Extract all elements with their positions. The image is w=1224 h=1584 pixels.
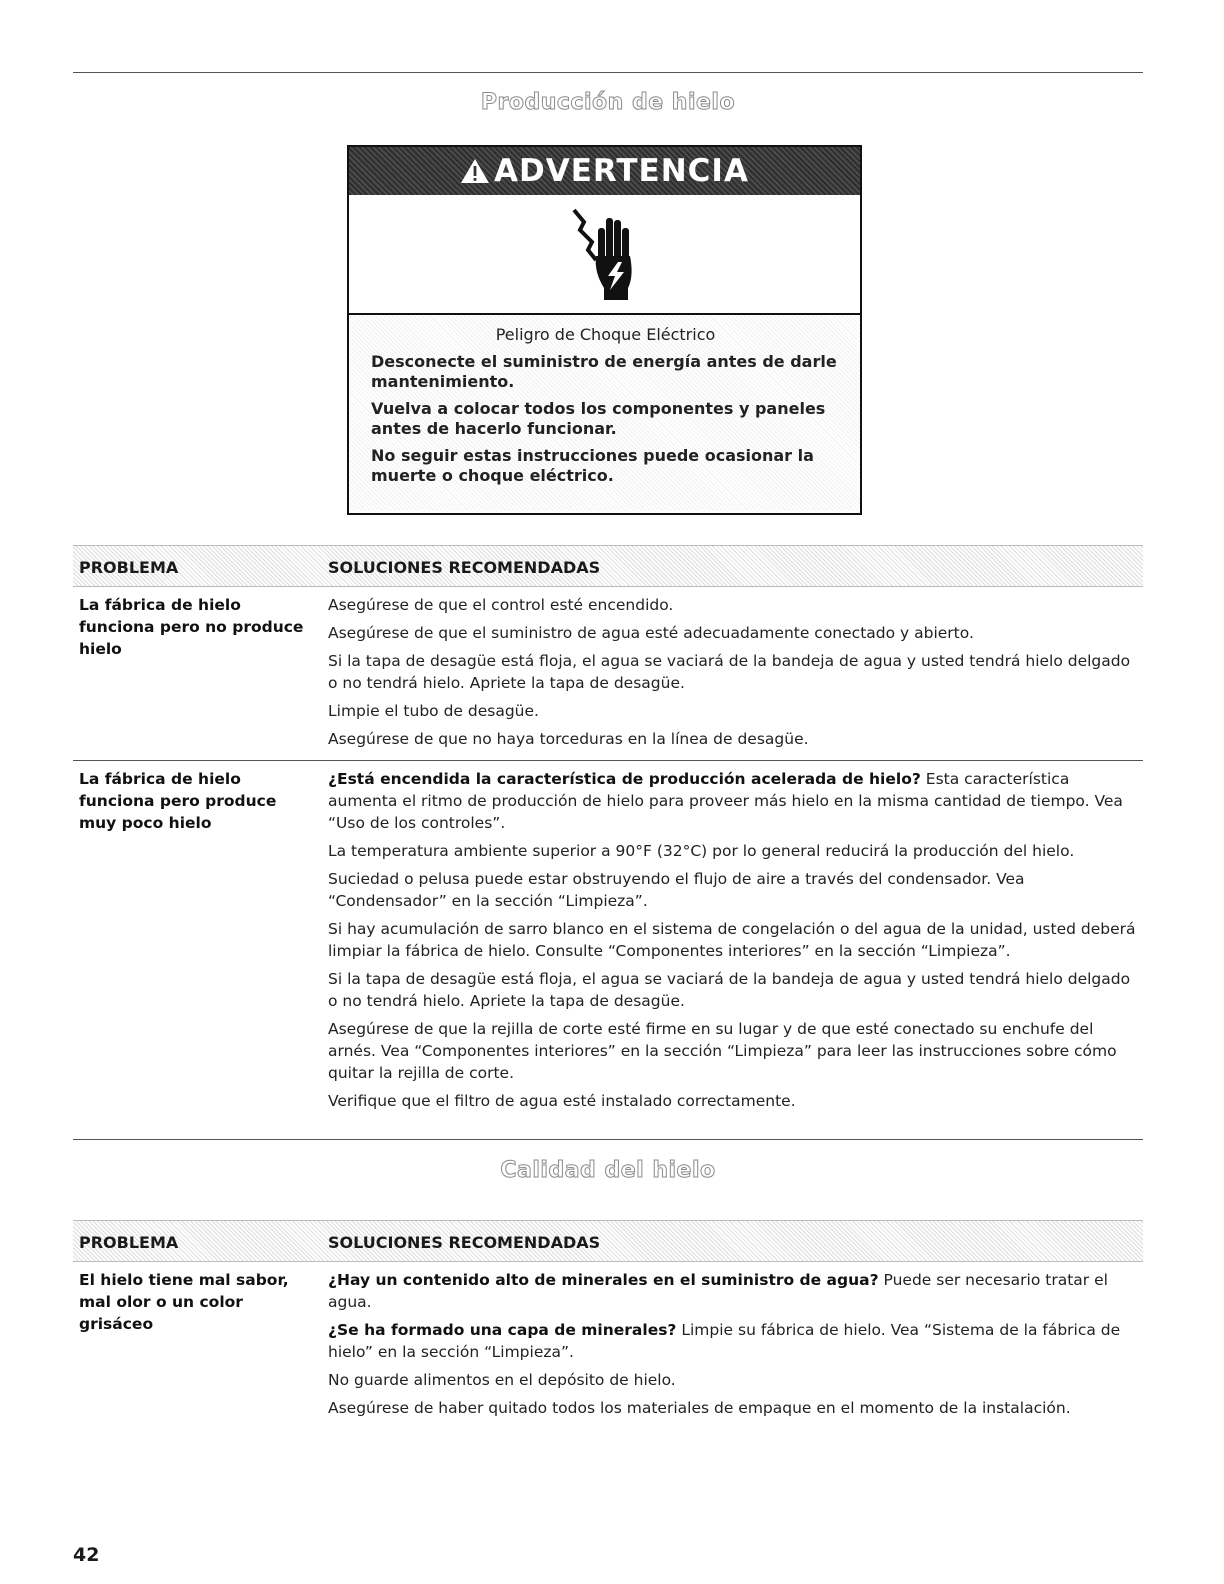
problem-cell: La fábrica de hielo funciona pero produce muy poco hielo [79,770,277,832]
header-solutions: SOLUCIONES RECOMENDADAS [328,1233,601,1252]
solution-item: ¿Se ha formado una capa de minerales? Limpie su fábrica de hielo. Vea “Sistema de la fábrica de hielo” en la sección “Limpieza”. [328,1321,1121,1361]
solutions-cell [328,1269,1138,1425]
solution-item: ¿Hay un contenido alto de minerales en el suministro de agua? Puede ser necesario tratar el agua. [328,1271,1108,1311]
warning-header [349,147,860,195]
problem-cell: La fábrica de hielo funciona pero no produce hielo [79,596,304,658]
solution-item: Asegúrese de que el control esté encendido. [328,596,674,614]
problem-cell: El hielo tiene mal sabor, mal olor o un color grisáceo [79,1271,289,1333]
header-problem: PROBLEMA [79,558,179,577]
solution-item: Si la tapa de desagüe está floja, el agua se vaciará de la bandeja de agua y usted tendrá hielo delgado o no tendrá hielo. Apriete la tapa de desagüe. [328,970,1131,1010]
table-header-production [73,545,1143,587]
warning-line: Desconecte el suministro de energía antes de darle mantenimiento. [371,352,837,391]
solution-item: Si la tapa de desagüe está floja, el agua se vaciará de la bandeja de agua y usted tendrá hielo delgado o no tendrá hielo. Apriete la tapa de desagüe. [328,652,1131,692]
solution-item: Asegúrese de haber quitado todos los materiales de empaque en el momento de la instalación. [328,1399,1071,1417]
solution-item: Si hay acumulación de sarro blanco en el sistema de congelación o del agua de la unidad, usted deberá limpiar la fábrica de hielo. Consulte “Componentes interiores” en la sección “Limpieza”. [328,920,1136,960]
solution-item: Verifique que el filtro de agua esté instalado correctamente. [328,1092,796,1110]
warning-line: Vuelva a colocar todos los componentes y paneles antes de hacerlo funcionar. [371,399,826,438]
warning-icon-area [349,195,860,315]
header-solutions: SOLUCIONES RECOMENDADAS [328,558,601,577]
solution-item: Asegúrese de que no haya torceduras en la línea de desagüe. [328,730,809,748]
solution-item: Limpie el tubo de desagüe. [328,702,539,720]
warning-header-text: ADVERTENCIA [494,153,749,189]
solutions-cell [328,768,1138,1118]
warning-triangle-icon [460,158,490,184]
page-number: 42 [73,1544,100,1566]
warning-line: No seguir estas instrucciones puede ocasionar la muerte o choque eléctrico. [371,446,814,485]
solution-item: Asegúrese de que el suministro de agua esté adecuadamente conectado y abierto. [328,624,974,642]
top-rule [73,72,1143,73]
section-rule [73,1139,1143,1140]
header-problem: PROBLEMA [79,1233,179,1252]
section-title-ice-production: Producción de hielo [480,90,736,115]
electric-shock-hand-icon [570,204,640,304]
table-header-quality [73,1220,1143,1262]
section-title-ice-quality: Calidad del hielo [500,1158,716,1183]
solution-item: La temperatura ambiente superior a 90°F (32°C) por lo general reducirá la producción del hielo. [328,842,1075,860]
solution-item: Suciedad o pelusa puede estar obstruyendo el flujo de aire a través del condensador. Vea “Condensador” en la sección “Limpieza”. [328,870,1025,910]
warning-danger-label: Peligro de Choque Eléctrico [495,325,716,344]
solution-item: Asegúrese de que la rejilla de corte esté firme en su lugar y de que esté conectado su enchufe del arnés. Vea “Componentes interiores” en la sección “Limpieza” para leer las instrucciones sobre cómo quitar la rejilla de corte. [328,1020,1117,1082]
solution-item: ¿Está encendida la característica de producción acelerada de hielo? Esta característica aumenta el ritmo de producción de hielo para proveer más hielo en la misma cantidad de tiempo. Vea “Uso de los controles”. [328,770,1123,832]
solutions-cell [328,594,1138,756]
row-divider [73,760,1143,761]
solution-item: No guarde alimentos en el depósito de hielo. [328,1371,676,1389]
warning-body [349,315,860,511]
warning-box [347,145,862,515]
